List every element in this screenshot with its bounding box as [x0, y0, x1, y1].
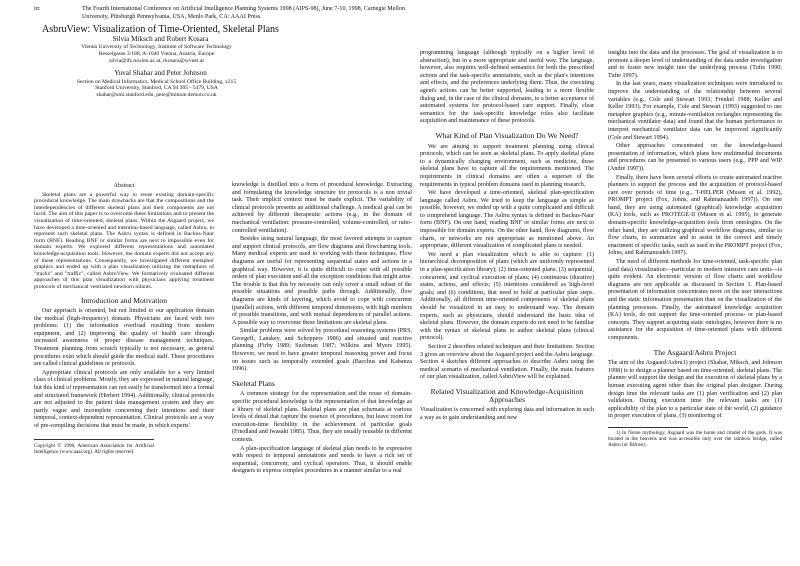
footnote: 1) In Norse mythology, Asgaard was the home and citadel of the gods. It was located in the heavens and was accessible only over the rainbow bridge, called Asbru (or Bifrost). [608, 429, 782, 449]
copyright-notice: Copyright © 1998, American Association for Artificial Intelligence (www.aaai.org). All rights reserved. [34, 439, 154, 456]
section-heading-skeletal: Skeletal Plans [232, 378, 275, 388]
author-names-2: Yuval Shahar and Peter Johnson [114, 68, 207, 77]
paragraph: Similar problems were solved by procedural reasoning systems (PRS, Georgeff, Lanskey, and Schoppers 1986) and situated and reactive planning (Firby 1989; Suchman 1987; Wilkins and Myers 1995). However, we need to have greater temporal reasoning power and focus on issues such as temporally extended goals (Bacchus and Kabanza 1996). [232, 328, 412, 373]
paragraph: Besides using natural language, the most favored attempts to capture and support clinical protocols, are flow diagrams and flowcharting tools. Many medical experts are used to working with these techniques. Flow diagrams are useful for representing sequential states and actions in a graphical way. However, it is quite difficult to cope with all possible orders of plan execution and all the exception conditions that might arise. The trouble is that this by necessity can only cover a small subset of the possible situations and possible paths through. Additionally, flow diagrams are kinds of layering, which avoid to cope with concurrent (parallel) actions, with different temporal dimensions, with high numbers of possible transitions, and with mutual dependences of parallel actions. A possible way to overcome these limitations are skeletal plans. [232, 236, 412, 326]
affil-line: Stanford University, Stanford, CA 94 305 - 5479, USA [95, 85, 218, 92]
column-3 [420, 50, 594, 423]
abstract-heading: Abstract [113, 182, 135, 189]
paragraph: Finally, there have been several efforts to create automated reactive planners to support the process and the acquisition of protocol-based care over periods of time (e.g., T-HELPER (Musen et al. 1992), PROMPT project (Fox, Johns, and Rahmanzadeh 1997)). On one hand, they are using automated (graphical) knowledge acquisition (KA) tools, such as PROTÉGÉ-II (Musen et al. 1995), to generate domain-specific knowledge-acquisition tools from ontologies. On the other hand, they are utilizing graphical workflow diagrams, similar to flow charts, to summarize and to assist in the correct and timely enactment of specific tasks, such as used in the PROMPT project (Fox, Johns, and Rahmanzadeh 1997). [608, 174, 782, 257]
paragraph: Our approach is oriented, but not limited to our application domain the medical (high-frequency) domain. Physicians are faced with two problems: (1) the information overload resulting from modern equipment, and (2) improving the quality of health care through increased awareness of proper disease management techniques. Treatment planning from scratch typically is not necessary, as general procedures exist which should guide the medical staff. These procedures are called clinical guidelines or protocols. [34, 308, 214, 368]
section-heading-asgaard: The Asgaard/Asbru Project [653, 347, 737, 357]
footnote-rule [608, 427, 688, 428]
first-column-block [34, 24, 412, 475]
affil-line: Section on Medical Informatics, Medical School Office Building, x215 [76, 78, 237, 85]
section-heading-need: What Kind of Plan Visualization Do We Need? [435, 130, 579, 140]
section-heading-intro: Introduction and Motivation [80, 295, 168, 305]
affil-line: Resselgasse 3/188, A-1040 Vienna, Austria, Europe [98, 51, 215, 58]
paragraph: A plan-specification language of skeletal plan needs to be expressive with respect to temporal annotations and needs to have a rich set of sequential, concurrent, and cyclical operators. Thus, it should enable designers to express complex procedures in a manner similar to a real [232, 445, 412, 475]
paragraph: Section 2 describes related techniques and their limitations. Section 3 gives an overview about the Asgaard project and the Asbru language. Section 4 sketches different approaches to describe Asbru using the medical scenario of mechanical ventilation. Finally, the main features of our plan visualization, called AsbruView will be explained. [420, 343, 594, 381]
paper-title: AsbruView: Visualization of Time-Oriented, Skeletal Plans [42, 24, 279, 35]
author-names-1: Silvia Miksch and Robert Kosara [112, 34, 209, 43]
affil-line: Vienna University of Technology, Institute of Software Technology [81, 44, 232, 51]
paragraph: In the last years, many visualization techniques were introduced to improve the understanding of the relationship between several variables (e.g., Cole and Stewart 1993; Frenkel 1988; Keller and Keller 1993). For example, Cole and Stewart (1993) suggested to use metaphor graphics (e.g., minute-ventilation rectangles representing the mechanical ventilator data) and found that the human performance to interpret mechanical ventilator data can be improved significantly (Cole and Stewart 1994). [608, 81, 782, 141]
affil-email: shahar@smi.stanford.edu, pete@minnie.demon.co.uk [96, 92, 217, 99]
column-1 [34, 182, 214, 455]
column-4 [608, 50, 782, 450]
paragraph: programming language (although typically on a higher level of abstraction), but in a more appropriate and useful way. The language, however, also requires well-defined semantics for both the prescribed actions and the task-specific annotations, such as the plan's intentions and effects, and the preferences underlying them. Thus, the executing agent's actions can be better supported, leading to a more flexible dialog and, in the case of the clinical domains, to a better acceptance of automated systems for protocol-based care support. Finally, clear semantics for the task-specific knowledge roles also facilitate acquisition and maintenance of these protocols. [420, 50, 594, 125]
paragraph: A common strategy for the representation and the reuse of domain-specific procedural knowledge is the representation of that knowledge as a library of skeletal plans. Skeletal plans are plan schemata at various levels of detail that capture the essence of procedures, but leave room for execution-time flexibility in the achievement of particular goals (Friedland and Iwasaki 1985). Thus, they are usually reusable in different contexts. [232, 391, 412, 443]
paragraph: The need of different methods for time-oriented, task-specific plan (and data) visualization—particular in modern intensive care units—is quite evident. An electronic version of flow charts and workflow diagrams are not applicable as discussed in Section 1. Plan-based presentation of information concentrates more on the user interactions and the static information presentation than on the visualization of the planning processes. Finally, the automated knowledge acquisition (KA) tools, do not support the time-oriented process- or plan-based concepts. They support acquiring static ontologies, however there is no assistance for the acquisition of time-oriented plans with different components. [608, 259, 782, 341]
author-affiliation-1 [34, 44, 279, 64]
paragraph: Visualization is concerned with exploring data and information in such a way as to gain understanding and new [420, 407, 594, 421]
paragraph: We are aiming to support treatment planning using clinical protocols, which can be seen as skeletal plans. To apply skeletal plans to a dynamically changing environment, such as medicine, these skeletal plans have to capture all the requirements mentioned. The requirements in clinical domains are often a superset of the requirements in typical problem domains used in planning research. [420, 143, 594, 188]
paragraph: Other approaches concentrated on the knowledge-based presentation of information, which plans how multimedial documents and procedures can be presented to various users (e.g., PPP and WIP (André 1997)). [608, 143, 782, 172]
affil-email: silvia@ifs.tuwien.ac.at, rkosara@wvnet.at [109, 57, 204, 64]
column-2 [232, 182, 412, 477]
abstract-text: Skeletal plans are a powerful way to reuse existing domain-specific procedural knowledge. The main drawbacks are that the compositions and the interdependencies of different skeletal plans and their components are not lucid. The aim of this paper is to overcome these limitations and to present the visualization of time-oriented, skeletal plans. Within the Asgaard project, we have developed a time-oriented and intention-based language, called Asbru, to represent such skeletal plans. The Asbru syntax is defined in Backus-Naur form (BNF). Reading BNF or similar forms are next to impossible even for domain experts. We explored different representations and automated knowledge-acquisition tools. However, the domain experts did not accept any of these representations. Consequently, we investigated different metaphor graphics and ended up with a plan visualization utilizing the metaphors of "tracks" and "traffic", called AsbruView. We formatively evaluated different approaches of this plan visualization with physicians applying treatment protocols of mechanical ventilated newborn infants. [34, 191, 214, 290]
section-heading-related: Related Visualization and Knowledge-Acquisition Approaches [430, 386, 584, 404]
paragraph: Appropriate clinical protocols are only available for a very limited class of clinical problems. Mostly, they are expressed in natural language, but this kind of representation can not easily be transformed into a formal and structured framework (Herbert 1994). Additionally, clinical protocols are not adjusted to the patient data management system and they are partly vague and incomplete concerning their intentions and their temporal, context-dependent representation. Clinical protocols are a way of pre-compiling decisions that must be made, in which experts' [34, 369, 214, 429]
paragraph: knowledge is distilled into a form of procedural knowledge. Extracting and formulating the knowledge structure for protocols is a non trivial task. Their implicit context must be made explicit. The variability of clinical protocols presents an additional challenge. A medical goal can be achieved by different therapeutic actions (e.g., in the domain of mechanical ventilation: pressure-controlled, volume-controlled, or ratio-controlled ventilation). [232, 182, 412, 234]
author-affiliation-2 [34, 79, 279, 99]
paragraph: insights into the data and the processes. The goal of visualization is to promote a deeper level of understanding of the data under investigation and to foster new insight into the underlying process (Tufte 1990; Tufte 1997). [608, 50, 782, 79]
citation-text: The Fourth International Conference on Artificial Intelligence Planning Systems 1998 (AIPS-98), June 7-10, 1998, Carnegie Mellon University, Pittsburgh Pennsylvania, USA, Menlo Park, CA: AAAI Press. [82, 6, 405, 20]
paragraph: We have developed a time-oriented, skeletal plan-specification language called Asbru. We tried to keep the language as simple as possible, however, we ended up with a quite complicated and difficult to comprehend language. The Asbru syntax is defined in Backus-Naur form (BNF). On one hand, reading BNF or similar forms are next to impossible for domain experts. On the other hand, flow diagrams, flow charts, or networks are not appropriate as mentioned above. An appropriate, different visualization of complicated plans is needed. [420, 190, 594, 250]
citation-label: in: [34, 6, 41, 12]
paragraph: The aim of the Asgaard/Asbru1) project (Shahar, Miksch, and Johnson 1998) is to design a planner based on time-oriented, skeletal plans. The planner will support the design and the execution of skeletal plans by a human executing agent other than the original plan designer. During design time the relevant tasks are (1) plan verification and (2) plan validation. During execution time the relevant tasks are (1) applicability of the plan to a particular state of the world, (2) guidance in proper execution of plans, (3) monitoring of [608, 360, 782, 420]
paragraph: We need a plan visualization which is able to capture: (1) hierarchical decomposition of plans (which are uniformly represented in a plan-specification library); (2) time-oriented plans; (3) sequential, concurrent, and cyclical execution of plans; (4) continuous (durative) states, actions, and effects; (5) intentions considered as high-level goals; and (6) conditions, that need to hold at particular plan steps. Additionally, all different time-oriented components of skeletal plans should be visualized in an easy to understand way. The domain experts, such as physicians, should understand the basic idea of skeletal plans. However, the domain experts do not need to be familiar with the syntax of skeletal plans to author skeletal plans (clinical protocol). [420, 251, 594, 342]
